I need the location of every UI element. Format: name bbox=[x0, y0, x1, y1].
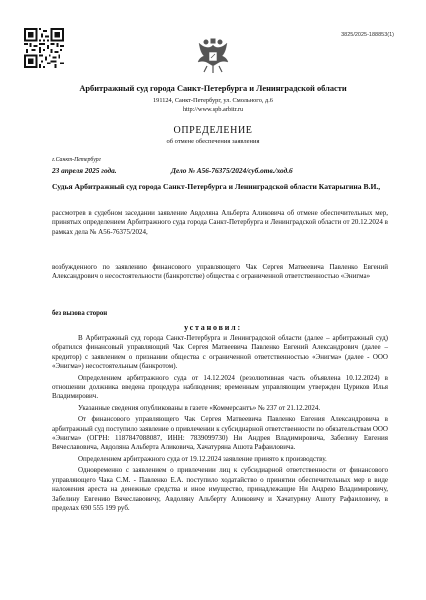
established-heading: установил: bbox=[184, 323, 242, 332]
judge-line: Судья Арбитражный суд города Санкт-Петербурга и Ленинградской области Катарыгина В.И., bbox=[52, 182, 381, 191]
coat-of-arms-icon bbox=[193, 36, 233, 76]
court-website: http://www.spb.arbitr.ru bbox=[182, 106, 244, 113]
document-number: 3825/2025-188853(1) bbox=[341, 32, 394, 38]
city: г.Санкт-Петербург bbox=[52, 157, 101, 163]
no-call-note: без вызова сторон bbox=[52, 310, 108, 317]
body-paragraph: Определением арбитражного суда от 19.12.2024 заявление принято к производству. bbox=[78, 454, 327, 463]
document-body bbox=[52, 334, 388, 515]
intro-paragraph: рассмотрев в судебном заседании заявление Авдоляна Альберта Аликовича об отмене обеспечительных мер, принятых определением Арбитражного суда города Санкт-Петербурга и Ленинградской области от 20.12.2024 в рамках дела № А56-76375/2024, bbox=[52, 209, 388, 236]
court-address: 191124, Санкт-Петербург, ул. Смольного, д.6 bbox=[153, 97, 273, 104]
body-paragraph: Определением арбитражного суда от 14.12.2024 (резолютивная часть объявлена 10.12.2024) в отношении должника введена процедура наблюдения; временным управляющим утвержден Цуриков Илья Владимирович. bbox=[52, 373, 388, 401]
document-title: ОПРЕДЕЛЕНИЕ bbox=[173, 125, 253, 136]
body-paragraph: Одновременно с заявлением о привлечении лиц к субсидиарной ответственности от финансового управляющего Чака С.М. - Павленко Е.А. поступило ходатайство о принятии обеспечительных мер в виде наложения ареста на денежные средства и иное имущество, принадлежащие Ни Андрею Владимировичу, Забелину Евгению Вячеславовичу, Авдоляну Альберту Аликовичу и Хачатуряну Ашоту Рафаиловичу, в пределах 690 555 199 руб. bbox=[52, 466, 388, 512]
case-number: Дело № А56-76375/2024/суб.отв./ход.6 bbox=[171, 166, 293, 175]
qr-code-icon bbox=[24, 28, 64, 68]
body-paragraph: От финансового управляющего Чак Сергея Матвеевича Павленко Евгения Александровича в арбитражный суд поступило заявление о привлечении к субсидиарной ответственности по обязательствам ООО «Энигма» (ОГРН: 1187847088087, ИНН: 7839099730) Ни Андрея Владимировича, Забелину Евгения Вячеславовича, Авдоляна Альберта Аликовича, Хачатуряна Ашота Рафаиловича. bbox=[52, 415, 388, 452]
court-name: Арбитражный суд города Санкт-Петербурга и Ленинградской области bbox=[79, 84, 347, 93]
document-subtitle: об отмене обеспечения заявления bbox=[166, 138, 260, 145]
body-paragraph: В Арбитражный суд города Санкт-Петербурга и Ленинградской области (далее – арбитражный суд) обратился финансовый управляющий Чак Сергея Матвеевича Павленко Евгений Александрович (далее – кредитор) с заявлением о признании общества с ограниченной ответственностью «Энигма» (далее - ООО «Энигма») несостоятельным (банкротом). bbox=[52, 334, 388, 371]
case-initiation-paragraph: возбужденного по заявлению финансового управляющего Чак Сергея Матвеевича Павленко Евгений Александрович о несостоятельности (банкротстве) общества с ограниченной ответственностью «Энигма» bbox=[52, 263, 388, 281]
document-date: 23 апреля 2025 года. bbox=[52, 166, 117, 175]
body-paragraph: Указанные сведения опубликованы в газете «Коммерсантъ» № 237 от 21.12.2024. bbox=[78, 403, 321, 412]
